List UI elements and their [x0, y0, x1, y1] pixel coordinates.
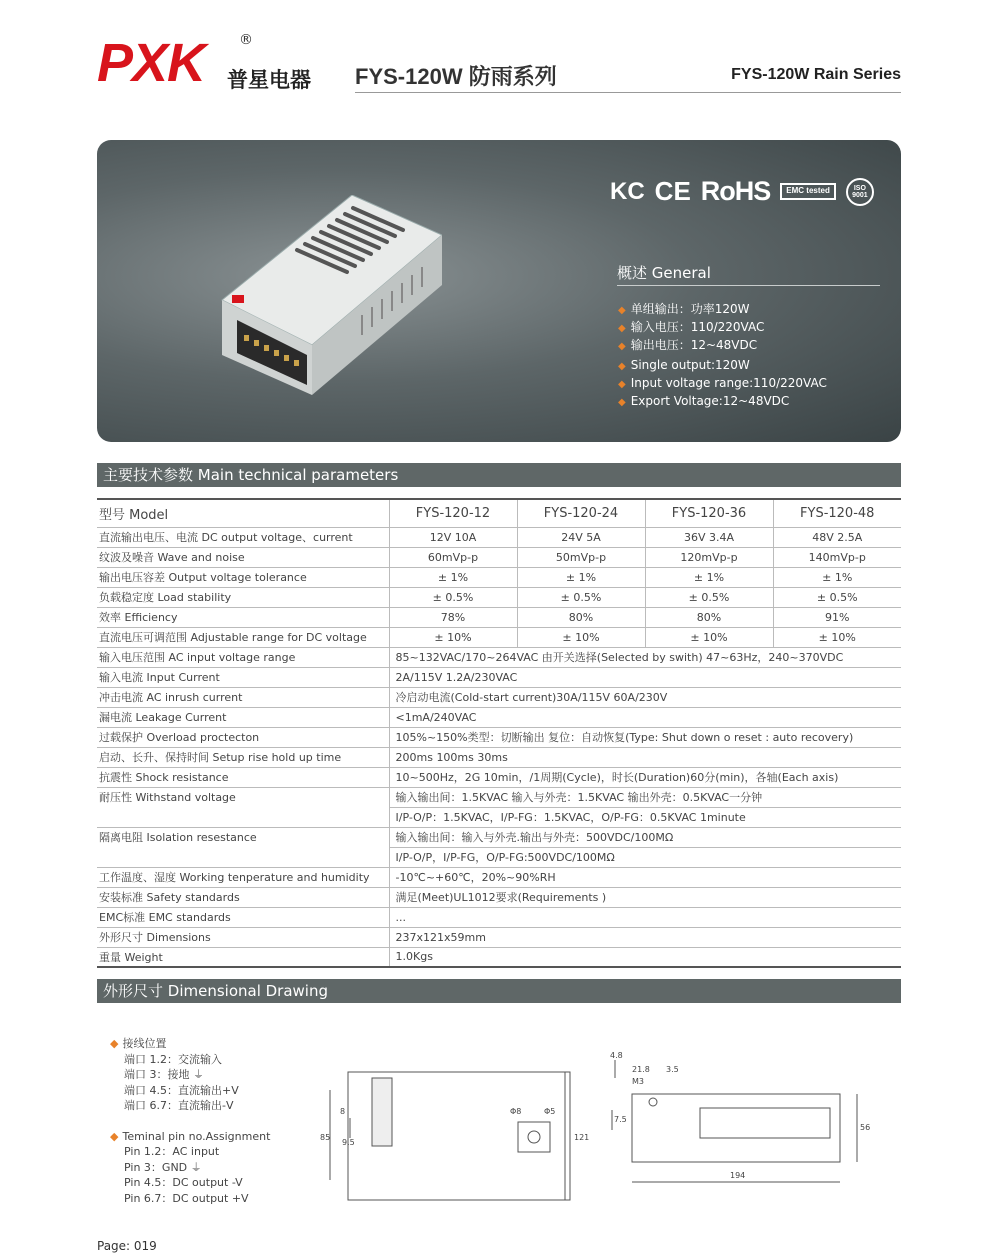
table-row: [97, 847, 901, 867]
value-cell: ...: [389, 907, 901, 927]
table-row: [97, 727, 901, 747]
value-cell: 12V 10A: [389, 527, 517, 547]
table-row: [97, 787, 901, 807]
row-label: 输入电流 Input Current: [97, 667, 389, 687]
value-cell: 80%: [645, 607, 773, 627]
header-divider: [355, 92, 901, 93]
dim-21-8: 21.8: [632, 1065, 650, 1074]
rohs-mark-icon: RoHS: [700, 176, 771, 206]
row-label: EMC标准 EMC standards: [97, 907, 389, 927]
dim-3-5: 3.5: [666, 1065, 679, 1074]
value-cell: 105%~150%类型：切断输出 复位：自动恢复(Type: Shut down o reset : auto recovery): [389, 727, 901, 747]
value-cell: 120mVp-p: [645, 547, 773, 567]
value-cell: <1mA/240VAC: [389, 707, 901, 727]
value-cell: -10℃~+60℃，20%~90%RH: [389, 867, 901, 887]
row-label: 纹波及噪音 Wave and noise: [97, 547, 389, 567]
bullet-item: ◆ 单组输出：功率120W: [618, 301, 764, 319]
table-row: [97, 499, 901, 527]
value-cell: ± 10%: [773, 627, 901, 647]
dim-85: 85: [320, 1133, 331, 1142]
general-bullets-cn: [618, 301, 764, 355]
row-label: 效率 Efficiency: [97, 607, 389, 627]
dim-194: 194: [730, 1171, 746, 1180]
value-cell: 50mVp-p: [517, 547, 645, 567]
dim-phi5: Φ5: [544, 1107, 556, 1116]
value-cell: ± 0.5%: [389, 587, 517, 607]
table-row: [97, 767, 901, 787]
dim-m3: M3: [632, 1077, 644, 1086]
row-label: 耐压性 Withstand voltage: [99, 791, 236, 805]
value-cell: ± 0.5%: [645, 587, 773, 607]
product-banner: [97, 140, 901, 442]
table-row: [97, 547, 901, 567]
table-row: [97, 867, 901, 887]
value-cell: 冷启动电流(Cold-start current)30A/115V 60A/230V: [389, 687, 901, 707]
row-label: 安装标准 Safety standards: [97, 887, 389, 907]
table-row: [97, 667, 901, 687]
dimensional-drawing: [320, 1050, 880, 1210]
row-label: 输出电压容差 Output voltage tolerance: [97, 567, 389, 587]
value-cell: ± 1%: [389, 567, 517, 587]
row-label: 负载稳定度 Load stability: [97, 587, 389, 607]
general-bullets-en: [618, 357, 827, 411]
value-cell: ± 1%: [645, 567, 773, 587]
brand-logo: PXK: [97, 33, 206, 93]
value-cell: 237x121x59mm: [389, 927, 901, 947]
bullet-item: ◆ 输出电压：12~48VDC: [618, 337, 764, 355]
row-label: 直流输出电压、电流 DC output voltage、current: [97, 527, 389, 547]
table-row: [97, 647, 901, 667]
value-cell: ± 0.5%: [773, 587, 901, 607]
value-cell: I/P-O/P：1.5KVAC，I/P-FG：1.5KVAC，O/P-FG：0.5KVAC 1minute: [389, 807, 901, 827]
pin-row: Pin 4.5：DC output -V: [124, 1176, 243, 1189]
row-label: 漏电流 Leakage Current: [97, 707, 389, 727]
value-cell: 36V 3.4A: [645, 527, 773, 547]
row-label: 隔离电阻 Isolation resestance: [99, 831, 257, 845]
pins-heading-en: ◆ Teminal pin no.Assignment: [110, 1129, 270, 1145]
table-row: [97, 687, 901, 707]
page-number: Page: 019: [97, 1239, 157, 1253]
dim-phi8: Φ8: [510, 1107, 522, 1116]
dim-56: 56: [860, 1123, 871, 1132]
model-cell: FYS-120-12: [389, 499, 517, 527]
value-cell: 48V 2.5A: [773, 527, 901, 547]
model-cell: FYS-120-48: [773, 499, 901, 527]
table-row: [97, 587, 901, 607]
value-cell: 60mVp-p: [389, 547, 517, 567]
table-row: [97, 927, 901, 947]
value-cell: 输入输出间：1.5KVAC 输入与外壳：1.5KVAC 输出外壳：0.5KVAC一分钟: [389, 787, 901, 807]
registered-mark: ®: [239, 32, 253, 48]
value-cell: 91%: [773, 607, 901, 627]
value-cell: 24V 5A: [517, 527, 645, 547]
table-row: [97, 607, 901, 627]
row-label: 过载保护 Overload proctecton: [97, 727, 389, 747]
table-row: [97, 527, 901, 547]
dim-121: 121: [574, 1133, 590, 1142]
row-label: 外形尺寸 Dimensions: [97, 927, 389, 947]
row-label: 输入电压范围 AC input voltage range: [97, 647, 389, 667]
value-cell: ± 1%: [773, 567, 901, 587]
page-header: [97, 30, 901, 100]
bullet-item: ◆ Single output:120W: [618, 357, 827, 375]
value-cell: 1.0Kgs: [389, 947, 901, 967]
table-row: [97, 827, 901, 847]
table-row: [97, 567, 901, 587]
pin-row: Pin 3：GND ⏚: [124, 1160, 202, 1174]
value-cell: ± 10%: [389, 627, 517, 647]
emc-tested-icon: EMC tested: [780, 183, 836, 200]
pin-row: 端口 4.5：直流输出+V: [124, 1083, 239, 1097]
ce-mark-icon: CE: [654, 176, 691, 206]
bullet-item: ◆ Export Voltage:12~48VDC: [618, 393, 827, 411]
row-label: 工作温度、湿度 Working tenperature and humidity: [97, 867, 389, 887]
dim-7-5: 7.5: [614, 1115, 627, 1124]
row-label: 启动、长升、保持时间 Setup rise hold up time: [97, 747, 389, 767]
value-cell: 78%: [389, 607, 517, 627]
iso-9001-icon: ISO 9001: [846, 178, 874, 206]
pins-heading-cn: ◆ 接线位置: [110, 1036, 270, 1052]
value-cell: 输入输出间：输入与外壳.输出与外壳：500VDC/100MΩ: [389, 827, 901, 847]
value-cell: ± 1%: [517, 567, 645, 587]
pin-row: Pin 6.7：DC output +V: [124, 1191, 249, 1205]
row-label: 直流电压可调范围 Adjustable range for DC voltage: [97, 627, 389, 647]
value-cell: 200ms 100ms 30ms: [389, 747, 901, 767]
table-row: [97, 807, 901, 827]
row-label: 冲击电流 AC inrush current: [97, 687, 389, 707]
general-heading: 概述 General: [617, 264, 711, 282]
kc-mark-icon: KC: [610, 177, 645, 205]
value-cell: 80%: [517, 607, 645, 627]
table-row: [97, 887, 901, 907]
value-cell: ± 10%: [517, 627, 645, 647]
spec-table: [97, 498, 901, 968]
value-cell: 满足(Meet)UL1012要求(Requirements ): [389, 887, 901, 907]
brand-name-cn: 普星电器: [227, 68, 311, 92]
dim-9-5: 9.5: [342, 1138, 355, 1147]
page-title-cn: FYS-120W 防雨系列: [355, 64, 557, 89]
value-cell: I/P-O/P，I/P-FG，O/P-FG:500VDC/100MΩ: [389, 847, 901, 867]
value-cell: 2A/115V 1.2A/230VAC: [389, 667, 901, 687]
table-row: [97, 627, 901, 647]
value-cell: ± 0.5%: [517, 587, 645, 607]
drawing-section-header: 外形尺寸 Dimensional Drawing: [97, 979, 901, 1003]
page-title-en: FYS-120W Rain Series: [731, 66, 901, 83]
general-divider: [617, 285, 880, 286]
table-row: [97, 747, 901, 767]
model-cell: FYS-120-36: [645, 499, 773, 527]
table-row: [97, 947, 901, 967]
pin-assignment: [110, 1036, 270, 1206]
pin-row: 端口 3：接地 ⏚: [124, 1068, 204, 1081]
power-supply-image: [202, 195, 442, 395]
row-label: 抗震性 Shock resistance: [97, 767, 389, 787]
value-cell: ± 10%: [645, 627, 773, 647]
model-cell: FYS-120-24: [517, 499, 645, 527]
value-cell: 140mVp-p: [773, 547, 901, 567]
value-cell: 85~132VAC/170~264VAC 由开关选择(Selected by swith) 47~63Hz，240~370VDC: [389, 647, 901, 667]
row-label: 重量 Weight: [97, 947, 389, 967]
pin-row: 端口 1.2：交流输入: [124, 1052, 222, 1066]
pin-row: Pin 1.2：AC input: [124, 1145, 220, 1158]
params-section-header: 主要技术参数 Main technical parameters: [97, 463, 901, 487]
bullet-item: ◆ Input voltage range:110/220VAC: [618, 375, 827, 393]
pin-row: 端口 6.7：直流输出-V: [124, 1099, 234, 1112]
table-row: [97, 707, 901, 727]
dim-8: 8: [340, 1107, 346, 1116]
certification-logos: [610, 176, 874, 207]
row-label: 型号 Model: [97, 499, 389, 527]
dim-4-8: 4.8: [610, 1051, 623, 1060]
bullet-item: ◆ 输入电压：110/220VAC: [618, 319, 764, 337]
table-row: [97, 907, 901, 927]
value-cell: 10~500Hz，2G 10min，/1周期(Cycle)，时长(Duration)60分(min)，各轴(Each axis): [389, 767, 901, 787]
